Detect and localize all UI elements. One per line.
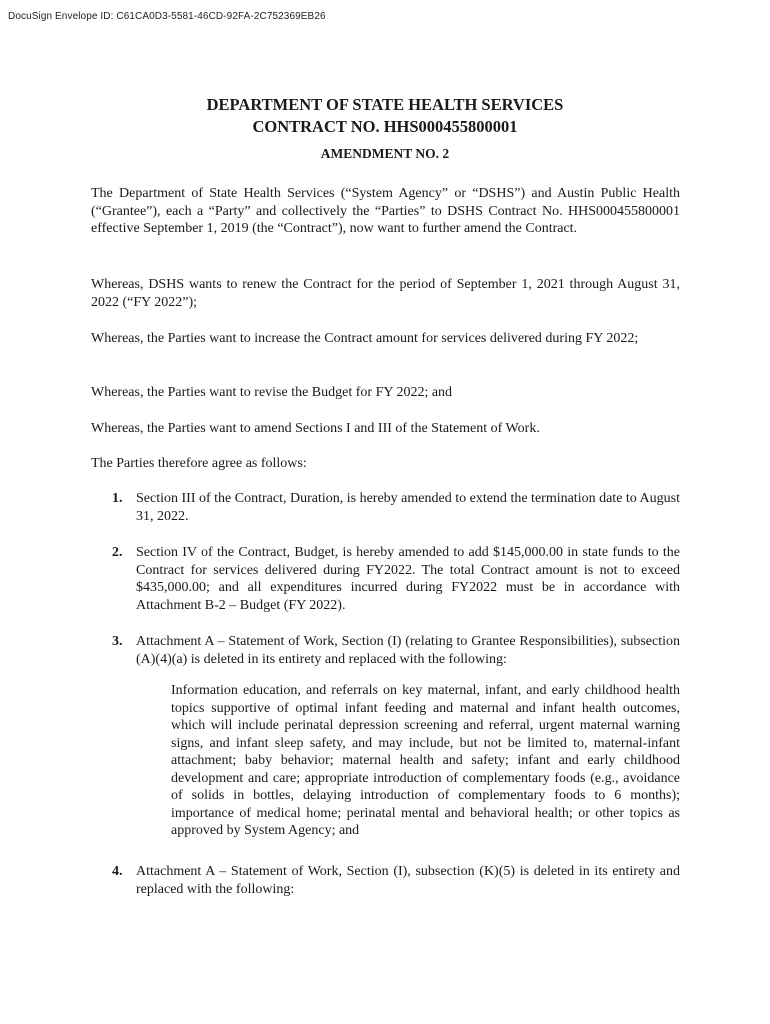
list-item bbox=[112, 490, 680, 525]
list-item-text: Attachment A – Statement of Work, Section (I) (relating to Grantee Responsibilities), subsection (A)(4)(a) is deleted in its entirety and replaced with the following: bbox=[136, 634, 680, 667]
list-item-number: 2. bbox=[112, 545, 123, 560]
agreement-intro: The Parties therefore agree as follows: bbox=[91, 456, 307, 471]
whereas-revise-budget: Whereas, the Parties want to revise the Budget for FY 2022; and bbox=[91, 385, 453, 400]
docusign-envelope-id: DocuSign Envelope ID: C61CA0D3-5581-46CD-92FA-2C752369EB26 bbox=[8, 11, 326, 22]
list-item-text: Attachment A – Statement of Work, Section (I), subsection (K)(5) is deleted in its entirety and replaced with the following: bbox=[136, 864, 680, 897]
list-item-text: Section IV of the Contract, Budget, is hereby amended to add $145,000.00 in state funds to the Contract for services delivered during FY2022. The total Contract amount is not to exceed $435,000.00; and all expenditures incurred during FY2022 must be in accordance with Attachment B-2 – Budget (FY 2022). bbox=[136, 545, 680, 613]
list-item bbox=[112, 863, 680, 898]
list-item-number: 3. bbox=[112, 634, 123, 649]
list-item bbox=[112, 544, 680, 614]
list-item-number: 4. bbox=[112, 864, 123, 879]
list-item bbox=[112, 633, 680, 668]
list-item-number: 1. bbox=[112, 491, 123, 506]
replacement-text-block: Information education, and referrals on key maternal, infant, and early childhood health topics supportive of optimal infant feeding and maternal and infant health outcomes, which will include perinatal depression screening and referral, urgent maternal warning signs, and infant sleep safety, and may include, but not be limited to, maternal-infant attachment; baby behavior; maternal health and safety; infant and early childhood development and care; appropriate introduction of complementary foods (e.g., avoidance of solids in bottles, delaying introduction of complementary foods to 6 months); importance of medical home; perinatal mental and behavioral health; or other topics as approved by System Agency; and bbox=[171, 683, 680, 838]
amendment-number: AMENDMENT NO. 2 bbox=[320, 146, 450, 161]
whereas-renew: Whereas, DSHS wants to renew the Contract for the period of September 1, 2021 through August 31, 2022 (“FY 2022”); bbox=[91, 277, 680, 310]
whereas-increase-amount: Whereas, the Parties want to increase the Contract amount for services delivered during FY 2022; bbox=[91, 331, 639, 346]
document-title-contract-number: CONTRACT NO. HHS000455800001 bbox=[252, 117, 518, 136]
document-title-department: DEPARTMENT OF STATE HEALTH SERVICES bbox=[206, 95, 564, 114]
intro-paragraph: The Department of State Health Services (“System Agency” or “DSHS”) and Austin Public Health (“Grantee”), each a “Party” and collectively the “Parties” to DSHS Contract No. HHS000455800001 effective September 1, 2019 (the “Contract”), now want to further amend the Contract. bbox=[91, 186, 680, 236]
list-item-text: Section III of the Contract, Duration, is hereby amended to extend the termination date to August 31, 2022. bbox=[136, 491, 680, 524]
whereas-amend-sections: Whereas, the Parties want to amend Sections I and III of the Statement of Work. bbox=[91, 421, 540, 436]
